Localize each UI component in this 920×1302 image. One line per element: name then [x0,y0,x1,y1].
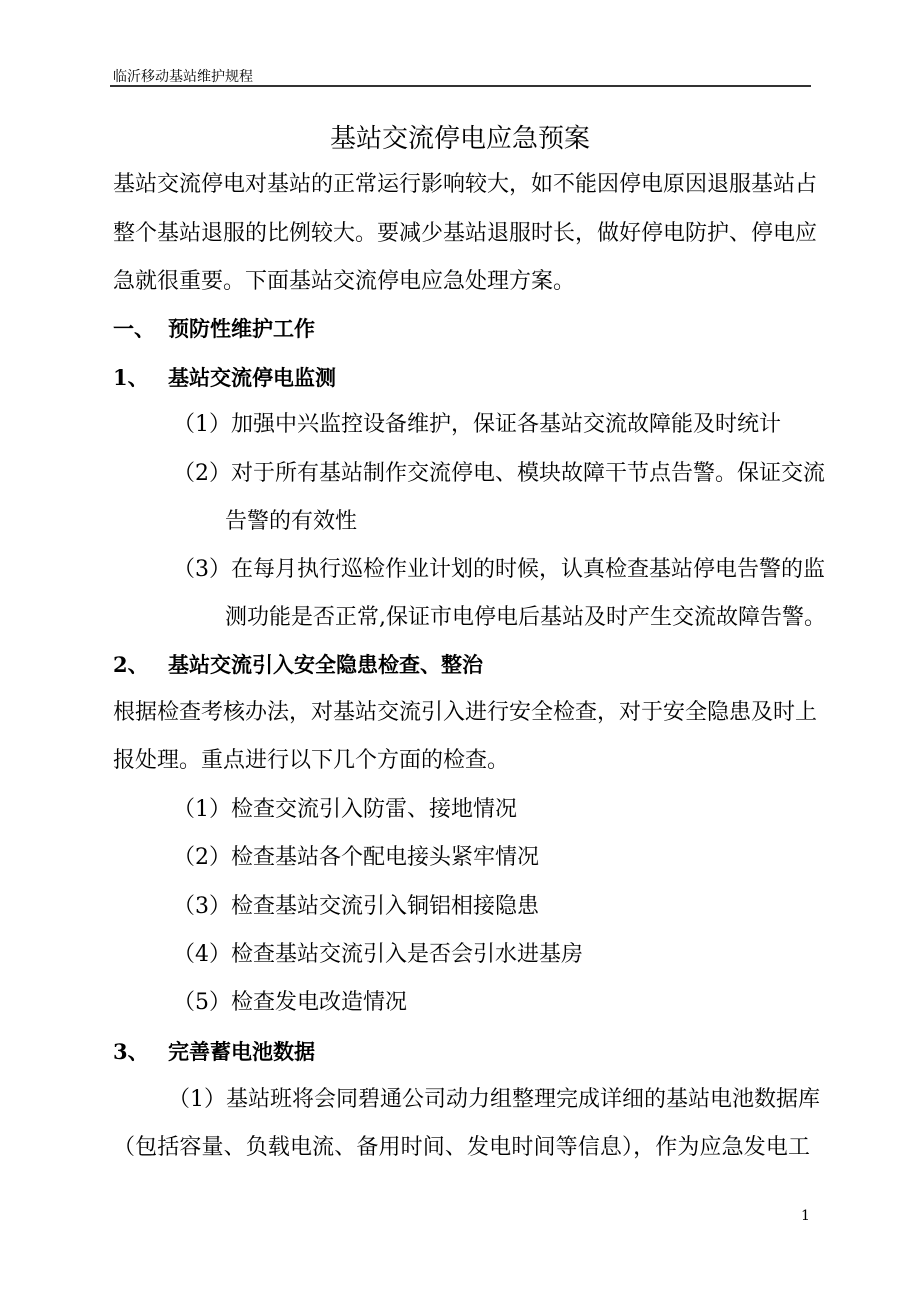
list-item: （4）检查基站交流引入是否会引水进基房 [173,942,583,967]
header-rule [110,85,811,87]
paragraph-line: 报处理。重点进行以下几个方面的检查。 [113,748,510,773]
page-number: 1 [801,1208,810,1224]
subsection-number: 3、 [113,1039,149,1064]
list-item: （3）检查基站交流引入铜铝相接隐患 [173,894,539,919]
list-item: （2）检查基站各个配电接头紧牢情况 [173,845,539,870]
paragraph-line: 根据检查考核办法，对基站交流引入进行安全检查，对于安全隐患及时上 [113,700,818,725]
intro-line: 基站交流停电对基站的正常运行影响较大，如不能因停电原因退服基站占 [113,172,818,197]
list-item-continuation: 告警的有效性 [225,509,358,534]
paragraph-line: （1）基站班将会同碧通公司动力组整理完成详细的基站电池数据库 [168,1087,820,1112]
subsection-number: 2、 [113,652,149,677]
paragraph-line: （包括容量、负载电流、备用时间、发电时间等信息），作为应急发电工 [113,1135,810,1160]
subsection-heading: 基站交流引入安全隐患检查、整治 [168,652,483,677]
document-title: 基站交流停电应急预案 [329,124,590,154]
intro-line: 整个基站退服的比例较大。要减少基站退服时长，做好停电防护、停电应 [113,221,818,246]
section-number: 一、 [113,316,155,341]
subsection-number: 1、 [113,365,149,390]
running-header: 临沂移动基站维护规程 [113,69,253,85]
list-item: （2）对于所有基站制作交流停电、模块故障干节点告警。保证交流 [173,461,825,486]
list-item: （5）检查发电改造情况 [173,990,407,1015]
list-item-continuation: 测功能是否正常,保证市电停电后基站及时产生交流故障告警。 [225,605,826,630]
intro-line: 急就很重要。下面基站交流停电应急处理方案。 [113,269,576,294]
list-item: （1）加强中兴监控设备维护，保证各基站交流故障能及时统计 [173,412,781,437]
section-heading: 预防性维护工作 [168,316,315,341]
list-item: （3）在每月执行巡检作业计划的时候，认真检查基站停电告警的监 [173,557,825,582]
subsection-heading: 完善蓄电池数据 [168,1039,315,1064]
list-item: （1）检查交流引入防雷、接地情况 [173,797,517,822]
subsection-heading: 基站交流停电监测 [168,365,336,390]
